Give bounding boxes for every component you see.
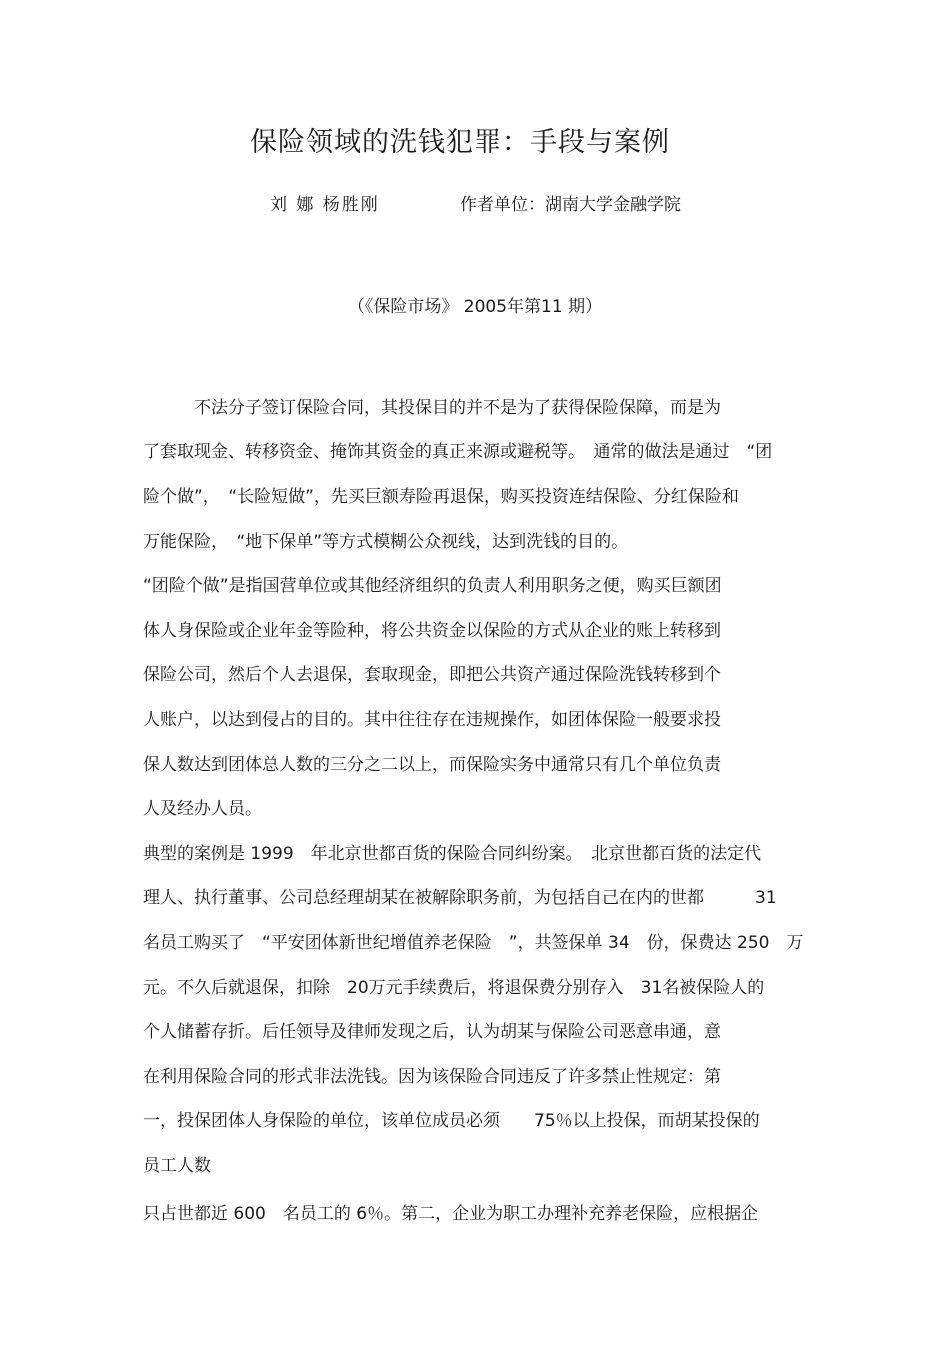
publication-source: （《保险市场》 2005年第11 期）: [347, 297, 603, 317]
body-line: 不法分子签订保险合同，其投保目的并不是为了获得保险保障，而是为: [143, 398, 721, 418]
body-line: 理人、执行董事、公司总经理胡某在被解除职务前，为包括自己在内的世都 31: [143, 888, 777, 908]
body-line: 体人身保险或企业年金等险种，将公共资金以保险的方式从企业的账上转移到: [143, 621, 721, 641]
body-line: 保险公司，然后个人去退保，套取现金，即把公共资产通过保险洗钱转移到个: [143, 665, 721, 685]
body-line: 元。不久后就退保，扣除 20万元手续费后，将退保费分别存入 31名被保险人的: [143, 978, 765, 998]
body-line: 人及经办人员。: [143, 799, 262, 819]
body-line: 员工人数: [143, 1156, 211, 1176]
authors: 刘 娜 杨胜刚: [270, 195, 380, 215]
body-line: 在利用保险合同的形式非法洗钱。因为该保险合同违反了许多禁止性规定：第: [143, 1067, 721, 1087]
body-line: 人账户，以达到侵占的目的。其中往往存在违规操作，如团体保险一般要求投: [143, 710, 721, 730]
author-affiliation: 作者单位：湖南大学金融学院: [460, 195, 681, 215]
body-line: 万能保险， “地下保单”等方式模糊公众视线，达到洗钱的目的。: [143, 532, 629, 552]
body-line: 只占世都近 600 名员工的 6％。第二，企业为职工办理补充养老保险，应根据企: [143, 1204, 759, 1224]
body-line: 一，投保团体人身保险的单位，该单位成员必须 75％以上投保，而胡某投保的: [143, 1111, 760, 1131]
body-line: 了套取现金、转移资金、掩饰其资金的真正来源或避税等。 通常的做法是通过 “团: [143, 442, 773, 462]
body-line: “团险个做”是指国营单位或其他经济组织的负责人利用职务之便，购买巨额团: [143, 576, 722, 596]
body-line: 保人数达到团体总人数的三分之二以上，而保险实务中通常只有几个单位负责: [143, 755, 721, 775]
body-line: 典型的案例是 1999 年北京世都百货的保险合同纠纷案。 北京世都百货的法定代: [143, 844, 762, 864]
body-line: 险个做”， “长险短做”，先买巨额寿险再退保，购买投资连结保险、分红保险和: [143, 487, 739, 507]
body-line: 个人储蓄存折。后任领导及律师发现之后，认为胡某与保险公司恶意串通，意: [143, 1022, 721, 1042]
body-line: 名员工购买了 “平安团体新世纪增值养老保险 ”，共签保单 34 份，保费达 250 万: [143, 933, 804, 953]
document-title: 保险领域的洗钱犯罪：手段与案例: [250, 127, 670, 158]
